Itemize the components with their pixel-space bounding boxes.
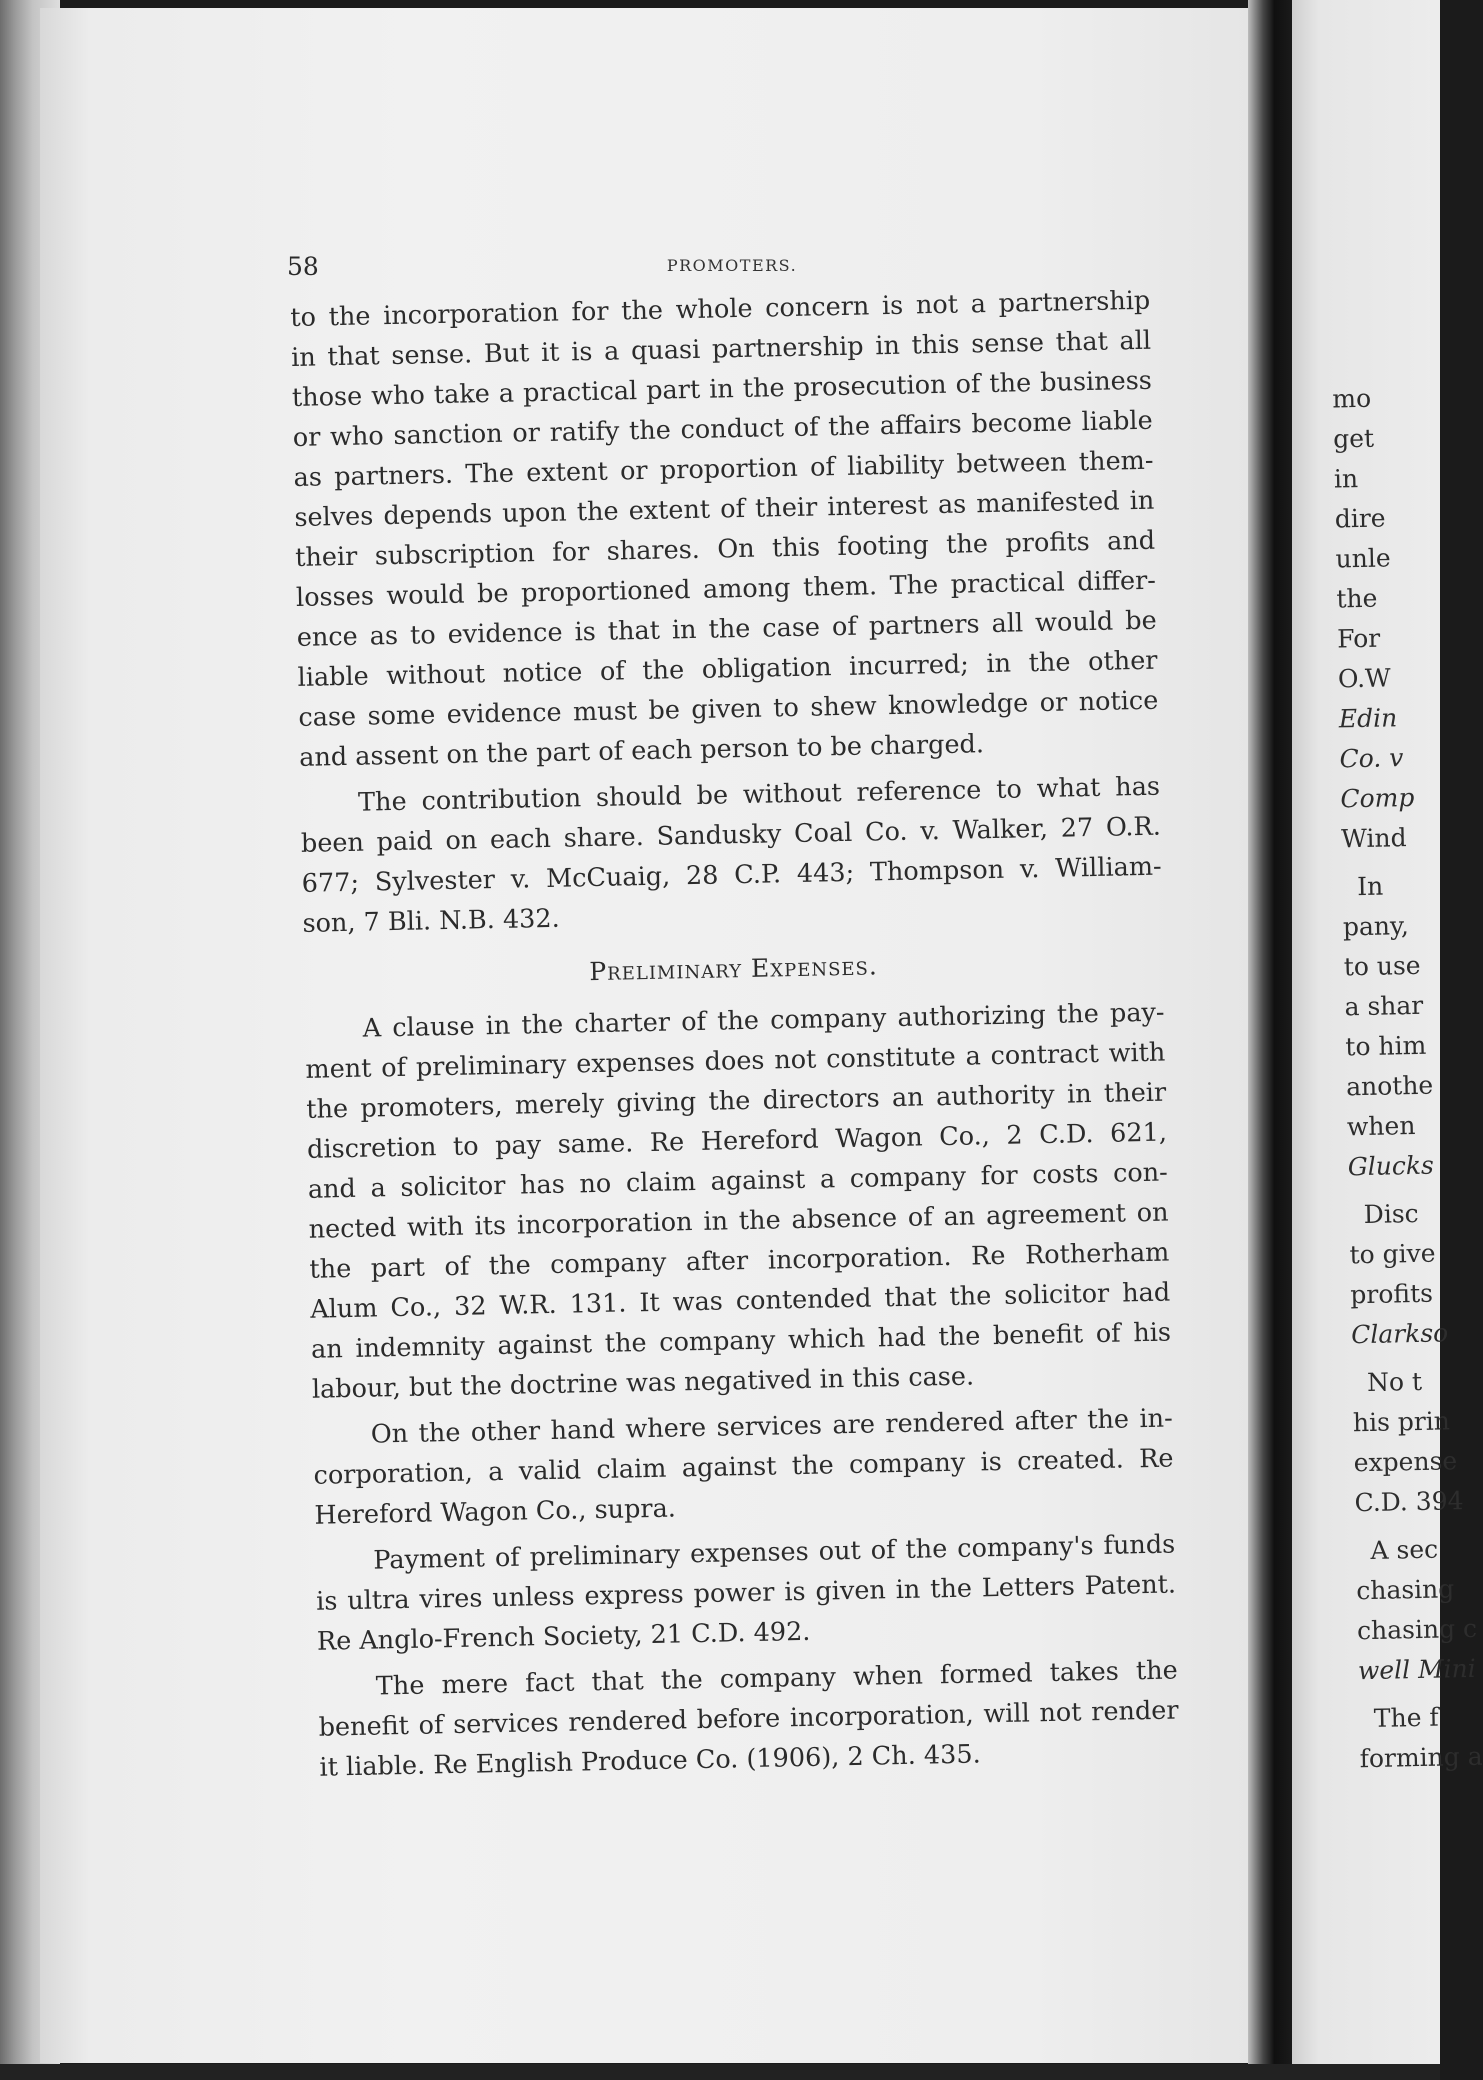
- right-page-fragment: a shar: [1344, 990, 1424, 1022]
- right-page-fragment: chasing c: [1356, 1613, 1478, 1646]
- text-line: the promoters, merely giving the directors an authority in their: [305, 1077, 1167, 1125]
- text-line: 677; Sylvester v. McCuaig, 28 C.P. 443; Thompson v. William-: [301, 851, 1162, 899]
- right-page-fragment: forming a: [1359, 1741, 1483, 1774]
- right-page-fragment: Co. v: [1339, 743, 1404, 774]
- text-line: benefit of services rendered before incorporation, will not render: [318, 1695, 1179, 1743]
- right-page-fragment: chasing: [1356, 1574, 1455, 1606]
- text-line: the part of the company after incorporation. Re Rotherham: [309, 1237, 1170, 1285]
- right-page-fragment: unle: [1335, 543, 1391, 574]
- text-line: labour, but the doctrine was negatived in this case.: [311, 1361, 975, 1405]
- text-line: son, 7 Bli. N.B. 432.: [302, 903, 561, 939]
- text-line: their subscription for shares. On this footing the profits and: [294, 525, 1156, 573]
- right-page-fragment: profits: [1350, 1278, 1434, 1310]
- text-line: losses would be proportioned among them. The practical differ-: [295, 565, 1157, 613]
- page-header: [287, 252, 1177, 282]
- text-line: liable without notice of the obligation incurred; in the other: [297, 645, 1158, 693]
- right-page-fragment: pany,: [1342, 911, 1410, 942]
- text-line: is ultra vires unless express power is given in the Letters Patent.: [315, 1569, 1177, 1617]
- text-line: and a solicitor has no claim against a company for costs con-: [307, 1157, 1169, 1205]
- right-page-fragment: when: [1346, 1110, 1416, 1142]
- right-page-fragment: to use: [1343, 950, 1421, 982]
- text-line: as partners. The extent or proportion of liability between them-: [293, 445, 1154, 493]
- text-line: it liable. Re English Produce Co. (1906), 2 Ch. 435.: [319, 1739, 981, 1783]
- text-line: those who take a practical part in the prosecution of the business: [291, 365, 1153, 413]
- right-page-fragment: C.D. 394: [1354, 1486, 1464, 1518]
- right-page-fragment: anothe: [1345, 1070, 1434, 1102]
- right-page-fragment: Comp: [1340, 782, 1415, 814]
- right-page-fragment: expense: [1353, 1446, 1458, 1478]
- right-page-fragment: Wind: [1340, 823, 1407, 854]
- scan-bottom-edge: [0, 2064, 1440, 2080]
- right-page-fragment: get: [1332, 423, 1375, 454]
- right-page-fragment: in: [1333, 463, 1359, 494]
- right-page-fragment: his prin: [1352, 1406, 1451, 1438]
- text-line: A clause in the charter of the company authorizing the pay-: [362, 997, 1165, 1044]
- right-page-fragment: No t: [1366, 1366, 1423, 1397]
- page-gutter: [1248, 0, 1292, 2080]
- text-line: Re Anglo-French Society, 21 C.D. 492.: [316, 1616, 811, 1657]
- text-line: ment of preliminary expenses does not constitute a contract with: [305, 1037, 1166, 1085]
- right-page-fragment: dire: [1334, 503, 1386, 534]
- right-page-fragment: to give: [1349, 1238, 1436, 1270]
- text-line: or who sanction or ratify the conduct of the affairs become liable: [292, 405, 1153, 453]
- right-page-fragment: In: [1356, 871, 1384, 902]
- right-page-fragment: O.W: [1337, 663, 1391, 694]
- right-page-fragment: For: [1336, 623, 1381, 654]
- right-page-fragment: A sec: [1370, 1534, 1439, 1565]
- text-line: discretion to pay same. Re Hereford Wagon Co., 2 C.D. 621,: [306, 1117, 1168, 1165]
- right-page-fragments: [1307, 377, 1483, 1780]
- text-line: The mere fact that the company when formed takes the: [375, 1655, 1179, 1702]
- right-page-fragment: Disc: [1363, 1198, 1419, 1230]
- text-line: Hereford Wagon Co., supra.: [314, 1493, 677, 1531]
- text-line: ence as to evidence is that in the case of partners all would be: [296, 605, 1157, 653]
- right-page-fragment: mo: [1332, 383, 1372, 414]
- text-line: in that sense. But it is a quasi partnership in this sense that all: [290, 325, 1152, 373]
- page-number: 58: [287, 252, 319, 281]
- right-page-fragment: the: [1336, 583, 1378, 614]
- text-line: and assent on the part of each person to be charged.: [298, 729, 985, 773]
- text-line: selves depends upon the extent of their interest as manifested in: [294, 485, 1155, 533]
- text-line: nected with its incorporation in the absence of an agreement on: [308, 1197, 1169, 1245]
- text-line: On the other hand where services are rendered after the in-: [370, 1403, 1173, 1450]
- text-line: corporation, a valid claim against the company is created. Re: [313, 1443, 1174, 1491]
- text-line: been paid on each share. Sandusky Coal Co. v. Walker, 27 O.R.: [300, 811, 1162, 859]
- right-page-fragment: Clarkso: [1350, 1318, 1449, 1350]
- running-title: PROMOTERS.: [666, 256, 798, 275]
- text-line: Alum Co., 32 W.R. 131. It was contended that the solicitor had: [310, 1277, 1171, 1325]
- text-line: case some evidence must be given to shew knowledge or notice: [298, 685, 1159, 733]
- right-page-fragment: Glucks: [1347, 1150, 1435, 1182]
- right-page-fragment: The f: [1373, 1702, 1439, 1733]
- text-line: Payment of preliminary expenses out of the company's funds: [373, 1529, 1176, 1576]
- text-line: The contribution should be without reference to what has: [357, 771, 1161, 818]
- text-line: to the incorporation for the whole concern is not a partnership: [290, 285, 1151, 333]
- text-line: an indemnity against the company which had the benefit of his: [310, 1317, 1172, 1365]
- right-page-fragment: to him: [1345, 1030, 1427, 1062]
- right-page-fragment: well Mini: [1357, 1653, 1477, 1686]
- section-heading: Preliminary Expenses.: [589, 951, 879, 987]
- left-page-body: [290, 281, 1180, 1788]
- right-page-fragment: Edin: [1338, 703, 1398, 734]
